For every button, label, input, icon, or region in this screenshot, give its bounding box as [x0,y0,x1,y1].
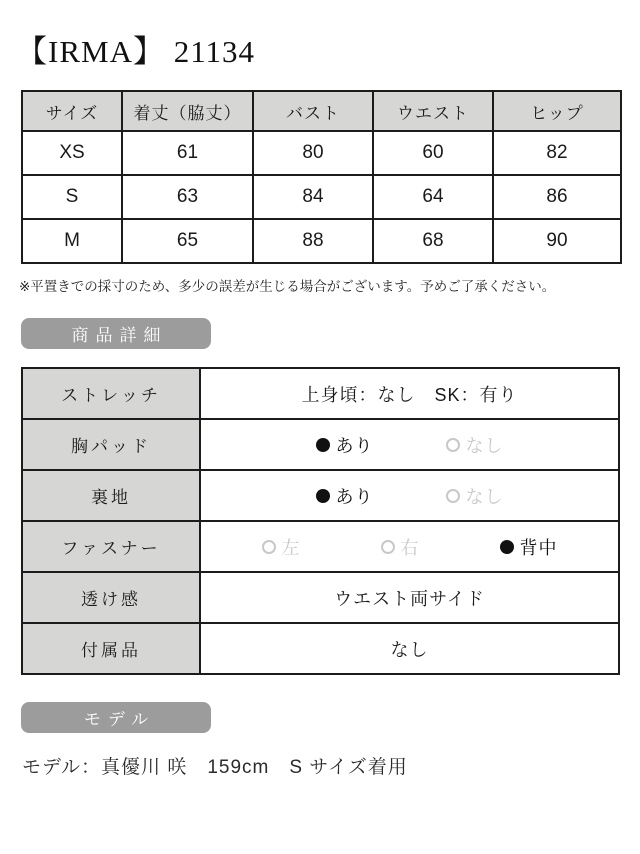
detail-row-lining [22,470,619,521]
size-cell: XS [22,131,122,175]
size-table-header-waist: ウエスト [373,91,493,131]
model-heading [21,702,211,733]
option-label: 右 [400,537,420,558]
detail-label: 裏地 [22,470,200,521]
radio-unselected-icon [381,540,395,554]
details-table [21,367,620,675]
hip-cell: 82 [493,131,621,175]
option-ari [316,432,374,458]
page-title: 【IRMA】 21134 [16,34,256,69]
detail-label: 付属品 [22,623,200,674]
detail-label: 透け感 [22,572,200,623]
option-left [262,534,301,560]
size-table-row-xs [22,131,621,175]
option-label: 背中 [519,537,558,558]
size-table-header-bust: バスト [253,91,373,131]
option-label: なし [465,435,504,456]
radio-selected-icon [316,438,330,452]
waist-cell: 68 [373,219,493,263]
detail-value [200,470,619,521]
product-details-heading [21,318,211,349]
product-details-heading-label: 商品詳細 [71,326,168,345]
option-label: 左 [281,537,301,558]
option-group [201,432,618,458]
model-info: モデル：真優川 咲 159cm S サイズ着用 [22,757,408,778]
radio-selected-icon [500,540,514,554]
model-heading-label: モデル [83,710,156,729]
option-nashi [446,483,504,509]
waist-cell: 60 [373,131,493,175]
option-nashi [446,432,504,458]
hip-cell: 90 [493,219,621,263]
option-ari [316,483,374,509]
detail-row-fastener [22,521,619,572]
detail-value [200,521,619,572]
bust-cell: 80 [253,131,373,175]
option-label: なし [465,486,504,507]
option-group [201,483,618,509]
detail-value [200,419,619,470]
option-label: あり [335,486,374,507]
size-table-header-hip: ヒップ [493,91,621,131]
size-table-row-s [22,175,621,219]
option-group [201,534,618,560]
detail-value: なし [200,623,619,674]
detail-value: 上身頃：なし SK：有り [200,368,619,419]
length-cell: 65 [122,219,253,263]
detail-row-sheerness [22,572,619,623]
option-label: あり [335,435,374,456]
option-right [381,534,420,560]
size-table-header-size: サイズ [22,91,122,131]
hip-cell: 86 [493,175,621,219]
detail-label: 胸パッド [22,419,200,470]
size-table-header-row [22,91,621,131]
size-cell: M [22,219,122,263]
option-back [500,534,558,560]
detail-label: ファスナー [22,521,200,572]
radio-unselected-icon [446,438,460,452]
size-table-header-length: 着丈（脇丈） [122,91,253,131]
radio-selected-icon [316,489,330,503]
length-cell: 61 [122,131,253,175]
bust-cell: 88 [253,219,373,263]
measurement-disclaimer: ※平置きでの採寸のため、多少の誤差が生じる場合がございます。予めご了承ください。 [19,279,556,294]
size-table-row-m [22,219,621,263]
detail-value: ウエスト両サイド [200,572,619,623]
detail-row-stretch [22,368,619,419]
size-cell: S [22,175,122,219]
size-table [21,90,622,264]
radio-unselected-icon [446,489,460,503]
detail-row-chest-pad [22,419,619,470]
detail-row-accessories [22,623,619,674]
radio-unselected-icon [262,540,276,554]
detail-label: ストレッチ [22,368,200,419]
bust-cell: 84 [253,175,373,219]
length-cell: 63 [122,175,253,219]
waist-cell: 64 [373,175,493,219]
